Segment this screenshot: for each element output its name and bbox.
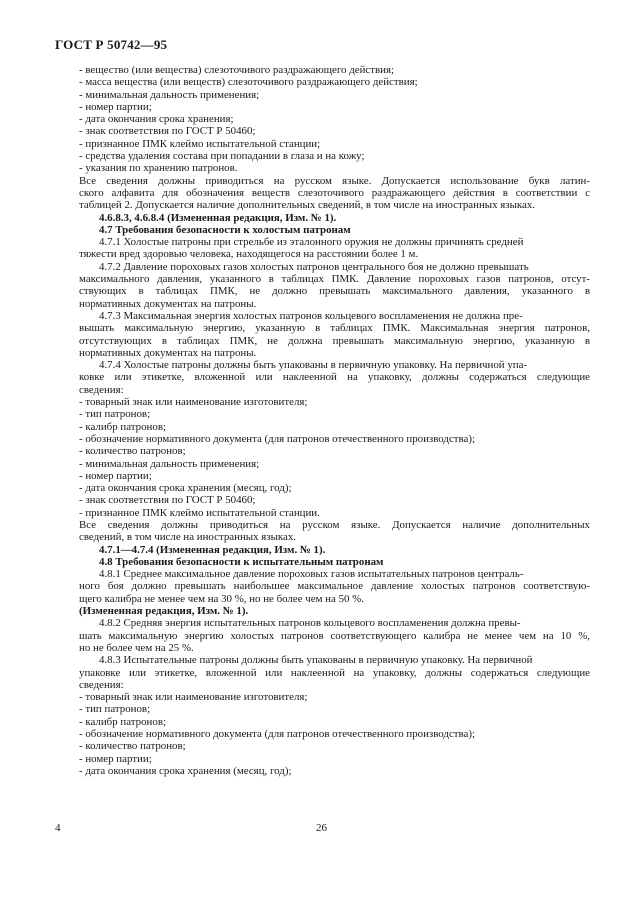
- body-line: сведения:: [79, 383, 124, 396]
- body-line: Все сведения должны приводиться на русском языке. Допускается наличие дополнительных: [79, 518, 590, 531]
- body-line: - калибр патронов;: [79, 715, 166, 728]
- body-line: 4.8.1 Среднее максимальное давление пороховых газов испытательных патронов централь-: [99, 568, 524, 581]
- body-line: сведений, в том числе на иностранных языках.: [79, 531, 297, 544]
- body-line: упаковке или этикетке, вложенной или наклеенной на упаковку, должны содержаться следующие: [79, 666, 590, 679]
- body-line: - минимальная дальность применения;: [79, 88, 260, 101]
- body-line: - дата окончания срока хранения (месяц, год);: [79, 764, 292, 777]
- body-line: щего калибра не менее чем на 30 %, но не более чем на 50 %.: [79, 592, 364, 605]
- body-line: шать максимальную энергию холостых патронов соответствующего калибра не менее чем на 10 %,: [79, 629, 590, 642]
- body-line: нормативных документах на патроны.: [79, 346, 257, 359]
- body-line: - номер партии;: [79, 100, 152, 113]
- body-line: максимального давления, указанного в таблицах ПМК. Давление пороховых газов патронов, отсут-: [79, 273, 590, 286]
- sheet-number: 26: [316, 822, 327, 834]
- page-number: 4: [55, 822, 61, 834]
- body-line: - знак соответствия по ГОСТ Р 50460;: [79, 494, 256, 507]
- body-line: - обозначение нормативного документа (для патронов отечественного производства);: [79, 432, 476, 445]
- body-line: - указания по хранению патронов.: [79, 162, 238, 175]
- body-line: 4.7.1—4.7.4 (Измененная редакция, Изм. № 1).: [99, 543, 326, 556]
- body-line: ного боя должно превышать наибольшее максимальное давление холостых патронов соответствую-: [79, 580, 590, 593]
- document-header: ГОСТ Р 50742—95: [55, 37, 168, 52]
- body-line: ского алфавита для обозначения веществ слезоточивого раздражающего действия в соответствии с: [79, 186, 590, 199]
- body-line: ковке или этикетке, вложенной или наклеенной на упаковку, должны содержаться следующие: [79, 371, 590, 384]
- body-line: - товарный знак или наименование изготовителя;: [79, 396, 308, 409]
- body-line: - количество патронов;: [79, 445, 186, 458]
- body-line: - обозначение нормативного документа (для патронов отечественного производства);: [79, 728, 476, 741]
- body-line: - номер партии;: [79, 752, 152, 765]
- body-line: Все сведения должны приводиться на русском языке. Допускается использование букв латин-: [79, 174, 590, 187]
- body-line: 4.8.2 Средняя энергия испытательных патронов кольцевого воспламенения должна превы-: [99, 617, 521, 630]
- section-heading: 4.7 Требования безопасности к холостым патронам: [99, 223, 351, 236]
- body-line: - минимальная дальность применения;: [79, 457, 260, 470]
- body-line: - знак соответствия по ГОСТ Р 50460;: [79, 125, 256, 138]
- body-line: - тип патронов;: [79, 703, 151, 716]
- body-line: таблицей 2. Допускается наличие дополнительных сведений, в том числе на иностранных языках.: [79, 199, 536, 212]
- body-line: 4.6.8.3, 4.6.8.4 (Измененная редакция, Изм. № 1).: [99, 211, 337, 224]
- body-line: - номер партии;: [79, 469, 152, 482]
- body-line: 4.7.2 Давление пороховых газов холостых патронов центрального боя не должно превышать: [99, 260, 529, 273]
- body-line: - масса вещества (или веществ) слезоточивого раздражающего действия;: [79, 76, 418, 89]
- body-line: ствующих в таблицах ПМК, не должно превышать максимального давления, указанного в: [79, 285, 590, 298]
- body-line: 4.7.3 Максимальная энергия холостых патронов кольцевого воспламенения не должна пре-: [99, 309, 523, 322]
- body-line: - дата окончания срока хранения (месяц, год);: [79, 482, 292, 495]
- body-line: - количество патронов;: [79, 740, 186, 753]
- body-line: (Измененная редакция, Изм. № 1).: [79, 605, 249, 618]
- body-line: - калибр патронов;: [79, 420, 166, 433]
- body-line: тяжести вред здоровью человека, находящегося на расстоянии более 1 м.: [79, 248, 419, 261]
- body-line: 4.7.1 Холостые патроны при стрельбе из эталонного оружия не должны причинять средней: [99, 236, 524, 249]
- body-line: - средства удаления состава при попадании в глаза и на кожу;: [79, 150, 365, 163]
- body-line: - вещество (или вещества) слезоточивого раздражающего действия;: [79, 64, 395, 76]
- body-line: - дата окончания срока хранения;: [79, 113, 234, 126]
- body-line: - признанное ПМК клеймо испытательной станции.: [79, 506, 320, 519]
- body-line: - тип патронов;: [79, 408, 151, 421]
- body-line: 4.7.4 Холостые патроны должны быть упакованы в первичную упаковку. На первичной упа-: [99, 359, 528, 372]
- body-line: но не более чем на 25 %.: [79, 641, 194, 654]
- body-line: - признанное ПМК клеймо испытательной станции;: [79, 137, 321, 150]
- body-line: - товарный знак или наименование изготовителя;: [79, 691, 308, 704]
- body-line: 4.8.3 Испытательные патроны должны быть упакованы в первичную упаковку. На первичной: [99, 654, 533, 667]
- document-body: [79, 64, 590, 777]
- body-line: нормативных документах на патроны.: [79, 297, 257, 310]
- body-line: вышать максимальную энергию, указанную в таблицах ПМК. Максимальная энергия патронов,: [79, 322, 590, 335]
- body-line: отсутствующих в таблицах ПМК, не должна превышать максимальную энергию, указанную в: [79, 334, 590, 347]
- section-heading: 4.8 Требования безопасности к испытательным патронам: [99, 555, 384, 568]
- body-line: сведения:: [79, 678, 124, 691]
